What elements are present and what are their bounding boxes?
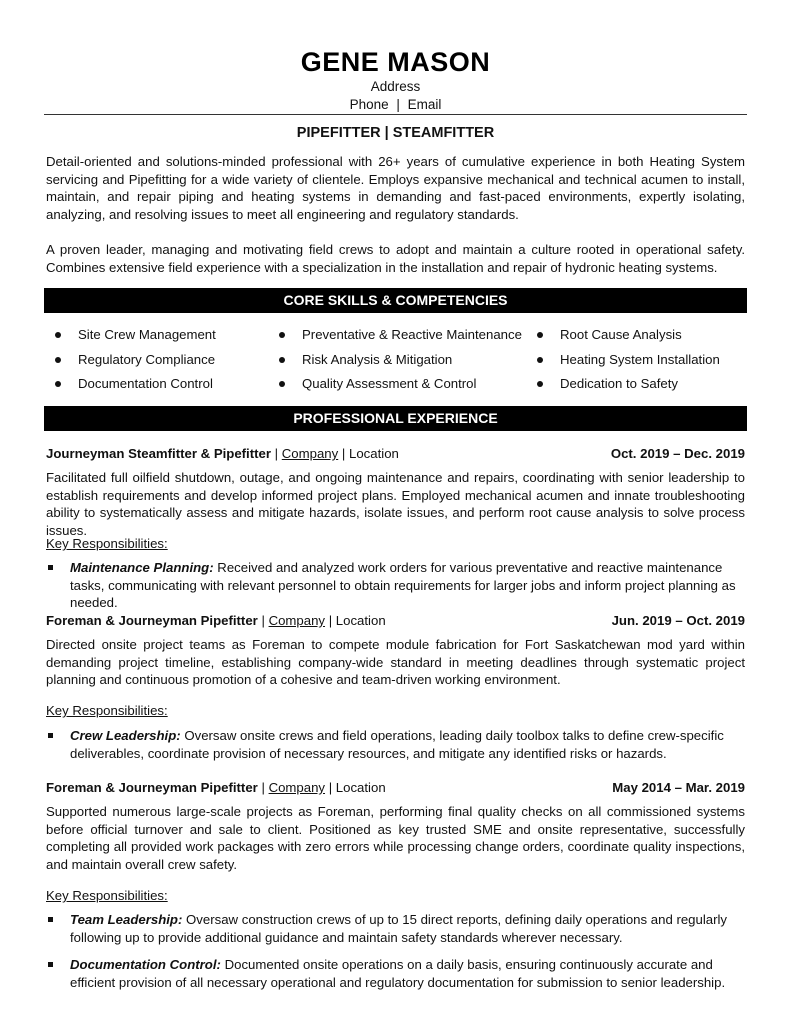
contact-separator: |	[396, 97, 400, 112]
job-dates: Jun. 2019 – Oct. 2019	[611, 613, 745, 628]
square-bullet-icon	[48, 917, 53, 922]
summary-paragraph-1: Detail-oriented and solutions-minded professional with 26+ years of cumulative experience in both Heating System servicing and Pipefitting for a wide variety of clientele. Employs expansive mechanical and technical acumen to install, maintain, and repair piping and heating systems in demanding and fast-paced environments, expertly isolating, analyzing, and resolving issues to meet all engineering and regulatory standards.	[46, 154, 745, 222]
bullet-dot-icon	[55, 381, 61, 387]
square-bullet-icon	[48, 733, 53, 738]
resume-header	[0, 0, 791, 114]
job-dates: Oct. 2019 – Dec. 2019	[610, 446, 745, 461]
skill-item: Site Crew Management	[46, 326, 270, 351]
skills-column-2	[270, 326, 528, 400]
address-line: Address	[370, 79, 421, 94]
skill-item: Documentation Control	[46, 375, 270, 400]
headline: PIPEFITTER | STEAMFITTER	[296, 125, 495, 141]
bullet-dot-icon	[537, 357, 543, 363]
responsibility-item: Documentation Control: Documented onsite operations on a daily basis, ensuring continuously accurate and efficient provision of all necessary operational and regulatory documentation for submission to senior leadership.	[46, 956, 745, 991]
skill-item: Root Cause Analysis	[528, 326, 746, 351]
responsibility-item: Crew Leadership: Oversaw onsite crews and field operations, leading daily toolbox talks to define crew-specific deliverables, coordinate provision of necessary resources, and mitigate any identified risks or hazards.	[46, 727, 745, 762]
key-responsibilities-label: Key Responsibilities:	[46, 536, 168, 551]
header-divider	[44, 114, 747, 115]
key-responsibilities-label: Key Responsibilities:	[46, 888, 168, 903]
phone: Phone	[349, 97, 389, 112]
square-bullet-icon	[48, 565, 53, 570]
key-responsibilities-label: Key Responsibilities:	[46, 703, 168, 718]
experience-section-heading: PROFESSIONAL EXPERIENCE	[44, 406, 747, 431]
responsibility-item: Maintenance Planning: Received and analyzed work orders for various preventative and reactive maintenance tasks, communicating with relevant personnel to obtain requirements for larger jobs and inform project planning as needed.	[46, 559, 745, 612]
job-heading: Foreman & Journeyman Pipefitter | Company | Location Jun. 2019 – Oct. 2019	[46, 613, 745, 628]
job-title: Foreman & Journeyman Pipefitter	[46, 613, 258, 628]
job-location: Location	[335, 780, 386, 795]
candidate-name: GENE MASON	[300, 47, 491, 77]
bullet-dot-icon	[537, 381, 543, 387]
contact-line	[0, 96, 791, 114]
skills-column-1	[46, 326, 270, 400]
job-location: Location	[335, 613, 386, 628]
email: Email	[407, 97, 442, 112]
skill-item: Regulatory Compliance	[46, 351, 270, 376]
bullet-dot-icon	[279, 332, 285, 338]
bullet-dot-icon	[279, 381, 285, 387]
company-name: Company	[268, 780, 326, 795]
job-heading: Journeyman Steamfitter & Pipefitter | Company | Location Oct. 2019 – Dec. 2019	[46, 446, 745, 461]
summary-paragraph-2: A proven leader, managing and motivating field crews to adopt and maintain a culture rooted in operational safety. Combines extensive field experience with a specialization in the installation and repair of hydronic heating systems.	[46, 242, 745, 275]
skill-item: Risk Analysis & Mitigation	[270, 351, 528, 376]
job-title: Foreman & Journeyman Pipefitter	[46, 780, 258, 795]
job-dates: May 2014 – Mar. 2019	[612, 780, 745, 795]
skill-item: Heating System Installation	[528, 351, 746, 376]
job-description: Facilitated full oilfield shutdown, outage, and ongoing maintenance and repairs, coordinating with senior leadership to establish requirements and develop informed project plans. Employed mechanical acumen and innate troubleshooting ability to systematically assess and mitigate hazards, isolate issues, and perform root cause analysis to solve process issues.	[46, 470, 745, 538]
bullet-dot-icon	[279, 357, 285, 363]
skill-item: Quality Assessment & Control	[270, 375, 528, 400]
skills-column-3	[528, 326, 746, 400]
job-location: Location	[349, 446, 399, 461]
bullet-dot-icon	[537, 332, 543, 338]
company-name: Company	[268, 613, 326, 628]
responsibility-item: Team Leadership: Oversaw construction crews of up to 15 direct reports, defining daily operations and regularly following up to provide additional guidance and maintain safety standards wherever necessary.	[46, 911, 745, 946]
skill-item: Dedication to Safety	[528, 375, 746, 400]
job-heading: Foreman & Journeyman Pipefitter | Company | Location May 2014 – Mar. 2019	[46, 780, 745, 795]
skill-item: Preventative & Reactive Maintenance	[270, 326, 528, 351]
skills-list	[46, 326, 746, 400]
bullet-dot-icon	[55, 357, 61, 363]
skills-section-heading: CORE SKILLS & COMPETENCIES	[44, 288, 747, 313]
bullet-dot-icon	[55, 332, 61, 338]
job-description: Directed onsite project teams as Foreman to compete module fabrication for Fort Saskatchewan mod yard within demanding project timeline, establishing company-wide standard in meeting deadlines through systematic project planning and continuous promotion of a cohesive and team-driven working environment.	[46, 637, 745, 688]
job-description: Supported numerous large-scale projects as Foreman, performing final quality checks on all commissioned systems before official turnover and sale to client. Positioned as key trusted SME and onsite representative, successfully completing all provided work packages with zero errors while processing change orders, coordinate quality inspections, and maintain overall crew safety.	[46, 804, 745, 872]
company-name: Company	[281, 446, 339, 461]
square-bullet-icon	[48, 962, 53, 967]
job-title: Journeyman Steamfitter & Pipefitter	[46, 446, 271, 461]
